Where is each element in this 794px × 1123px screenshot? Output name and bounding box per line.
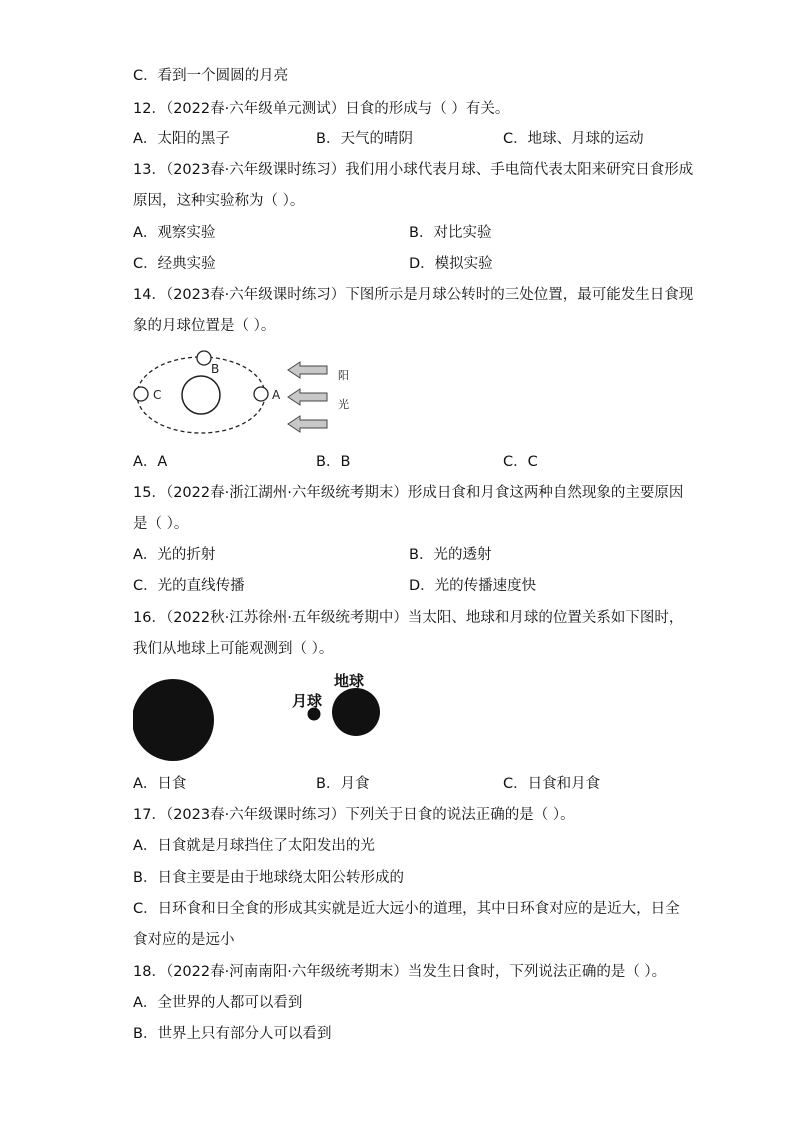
q15-options-row1 [133,545,693,565]
q15-option-a[interactable]: A．光的折射 [133,547,216,563]
q13-option-d[interactable]: D．模拟实验 [409,256,493,272]
q11-option-c: C．看到一个圆圆的月亮 [133,68,289,84]
q16-stem-line1: 16．（2022秋·江苏徐州·五年级统考期中）当太阳、地球和月球的位置关系如下图时， [133,610,684,626]
q17-option-c-line1[interactable]: C．日环食和日全食的形成其实就是近大远小的道理，其中日环食对应的是近大，日全 [133,901,680,917]
moon-position-b [197,351,211,365]
q18-option-a[interactable]: A．全世界的人都可以看到 [133,995,303,1011]
q14-option-c[interactable]: C．C [503,454,538,470]
q12-option-b[interactable]: B．天气的晴阴 [316,131,413,147]
q13-stem-line2: 原因，这种实验称为（ ）。 [133,193,305,209]
q13-options-row2 [133,254,693,274]
q18-stem: 18．（2022春·河南南阳·六年级统考期末）当发生日食时，下列说法正确的是（ ）。 [133,964,667,980]
q17-option-c-line2: 食对应的是远小 [133,932,235,948]
label-a: A [272,388,281,402]
q12-stem: 12．（2022春·六年级单元测试）日食的形成与（ ）有关。 [133,101,510,117]
q14-stem-line2: 象的月球位置是（ ）。 [133,318,276,334]
sunlight-arrow-3 [288,416,327,432]
q14-options [133,452,693,472]
q15-option-c[interactable]: C．光的直线传播 [133,578,245,594]
earth-label: 地球 [334,672,365,690]
moon-label: 月球 [292,692,323,710]
q15-option-d[interactable]: D．光的传播速度快 [409,578,537,594]
q16-option-c[interactable]: C．日食和月食 [503,776,601,792]
q12-options [133,129,693,149]
sun-disc [132,679,214,761]
q14-option-b[interactable]: B．B [316,454,351,470]
q15-stem-line1: 15．（2022春·浙江湖州·六年级统考期末）形成日食和月食这两种自然现象的主要原因 [133,485,684,501]
q13-options-row1 [133,223,693,243]
q18-option-b[interactable]: B．世界上只有部分人可以看到 [133,1026,332,1042]
q16-option-b[interactable]: B．月食 [316,776,370,792]
q14-option-a[interactable]: A．A [133,454,168,470]
q12-option-c[interactable]: C．地球、月球的运动 [503,131,644,147]
label-b: B [211,362,220,376]
q16-stem-line2: 我们从地球上可能观测到（ ）。 [133,641,334,657]
moon-position-c [134,387,148,401]
q15-stem-line2: 是（ ）。 [133,516,189,532]
sunlight-arrow-2 [288,389,327,405]
q13-option-a[interactable]: A．观察实验 [133,225,216,241]
q14-stem-line1: 14．（2023春·六年级课时练习）下图所示是月球公转时的三处位置，最可能发生日食现 [133,287,694,303]
q13-option-b[interactable]: B．对比实验 [409,225,492,241]
sunlight-label-yang: 阳 [338,369,349,382]
sun-earth-moon-diagram [130,668,390,764]
label-c: C [153,388,162,402]
earth-disc [332,688,380,736]
q13-option-c[interactable]: C．经典实验 [133,256,216,272]
q13-stem-line1: 13．（2023春·六年级课时练习）我们用小球代表月球、手电筒代表太阳来研究日食形成 [133,162,694,178]
q17-stem: 17．（2023春·六年级课时练习）下列关于日食的说法正确的是（ ）。 [133,807,575,823]
q15-option-b[interactable]: B．光的透射 [409,547,492,563]
q15-options-row2 [133,576,693,596]
q16-option-a[interactable]: A．日食 [133,776,187,792]
q17-option-b[interactable]: B．日食主要是由于地球绕太阳公转形成的 [133,870,404,886]
sun-center-circle [182,376,220,414]
sunlight-arrow-1 [288,362,327,378]
moon-orbit-diagram [125,342,365,442]
q16-options [133,774,693,794]
sunlight-label-guang: 光 [338,398,349,411]
moon-position-a [254,387,268,401]
q17-option-a[interactable]: A．日食就是月球挡住了太阳发出的光 [133,838,375,854]
q12-option-a[interactable]: A．太阳的黑子 [133,131,230,147]
